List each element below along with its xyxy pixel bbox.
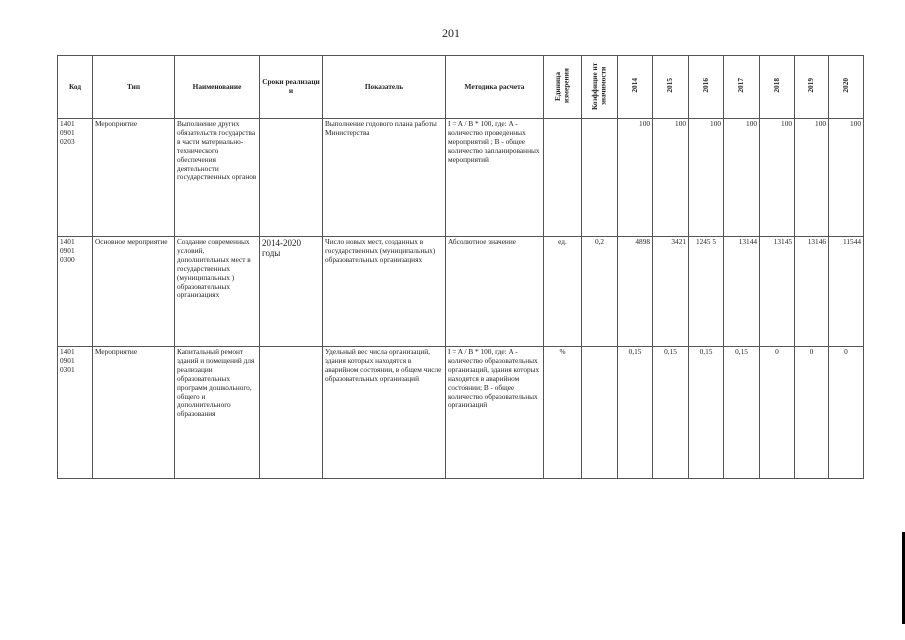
header-year-2015: 2015 [653,56,689,119]
cell-value-2019: 0 [795,347,829,479]
table-row [58,237,864,347]
cell-method: Абсолютное значение [446,237,544,347]
cell-period: 2014-2020 годы [260,237,323,347]
cell-indicator: Число новых мест, созданных в государственных (муниципальных) образовательных организациях [323,237,446,347]
cell-code: 1401 0901 0203 [58,119,93,237]
cell-value-2020: 100 [829,119,864,237]
cell-value-2015: 100 [653,119,689,237]
cell-value-2015: 0,15 [653,347,689,479]
cell-value-2017: 0,15 [724,347,760,479]
cell-indicator: Удельный вес числа организаций, здания которых находятся в аварийном состоянии, в общем числе образовательных организаций [323,347,446,479]
table-row [58,119,864,237]
cell-value-2017: 13144 [724,237,760,347]
header-year-2016: 2016 [689,56,724,119]
header-year-2019: 2019 [795,56,829,119]
cell-coef [582,119,618,237]
cell-value-2016: 0,15 [689,347,724,479]
cell-unit: % [544,347,582,479]
header-year-2014: 2014 [618,56,653,119]
cell-value-2014: 0,15 [618,347,653,479]
cell-value-2018: 100 [760,119,795,237]
header-type: Тип [93,56,175,119]
header-indicator: Показатель [323,56,446,119]
cell-value-2020: 11544 [829,237,864,347]
cell-type: Мероприятие [93,119,175,237]
cell-name: Выполнение других обязательств государства в части материально-технического обеспечения деятельности государственных органов [175,119,260,237]
cell-method: I = A / B * 100, где: A - количество проведенных мероприятий ; B - общее количество запланированных мероприятий [446,119,544,237]
cell-coef [582,347,618,479]
cell-period [260,347,323,479]
header-year-2020: 2020 [829,56,864,119]
cell-unit: ед. [544,237,582,347]
header-year-2018: 2018 [760,56,795,119]
cell-value-2014: 4898 [618,237,653,347]
header-year-2017: 2017 [724,56,760,119]
cell-method: I = A / B * 100, где: A - количество образовательных организаций, здания которых находятся в аварийном состоянии; B - общее количество образовательных организаций [446,347,544,479]
header-code: Код [58,56,93,119]
cell-indicator: Выполнение годового плана работы Министерства [323,119,446,237]
cell-type: Мероприятие [93,347,175,479]
cell-value-2015: 3421 [653,237,689,347]
cell-value-2016: 100 [689,119,724,237]
cell-value-2020: 0 [829,347,864,479]
cell-type: Основное мероприятие [93,237,175,347]
header-name: Наименование [175,56,260,119]
header-method: Методика расчета [446,56,544,119]
header-period: Сроки реализаци и [260,56,323,119]
cell-value-2019: 100 [795,119,829,237]
cell-code: 1401 0901 0301 [58,347,93,479]
header-row [58,56,864,119]
page-number: 201 [442,26,460,40]
header-unit: Единица измерения [544,56,582,119]
table-row [58,347,864,479]
cell-value-2014: 100 [618,119,653,237]
cell-value-2018: 0 [760,347,795,479]
cell-value-2016: 1245 5 [689,237,724,347]
cell-unit [544,119,582,237]
cell-value-2019: 13146 [795,237,829,347]
header-coef: Коэффицие нт значимости [582,56,618,119]
cell-code: 1401 0901 0300 [58,237,93,347]
cell-value-2017: 100 [724,119,760,237]
cell-coef: 0,2 [582,237,618,347]
cell-period [260,119,323,237]
cell-value-2018: 13145 [760,237,795,347]
indicators-table [57,55,864,479]
cell-name: Создание современных условий, дополнительных мест в государственных (муниципальных ) образовательных организациях [175,237,260,347]
cell-name: Капитальный ремонт зданий и помещений для реализации образовательных программ дошкольного, общего и дополнительного образования [175,347,260,479]
